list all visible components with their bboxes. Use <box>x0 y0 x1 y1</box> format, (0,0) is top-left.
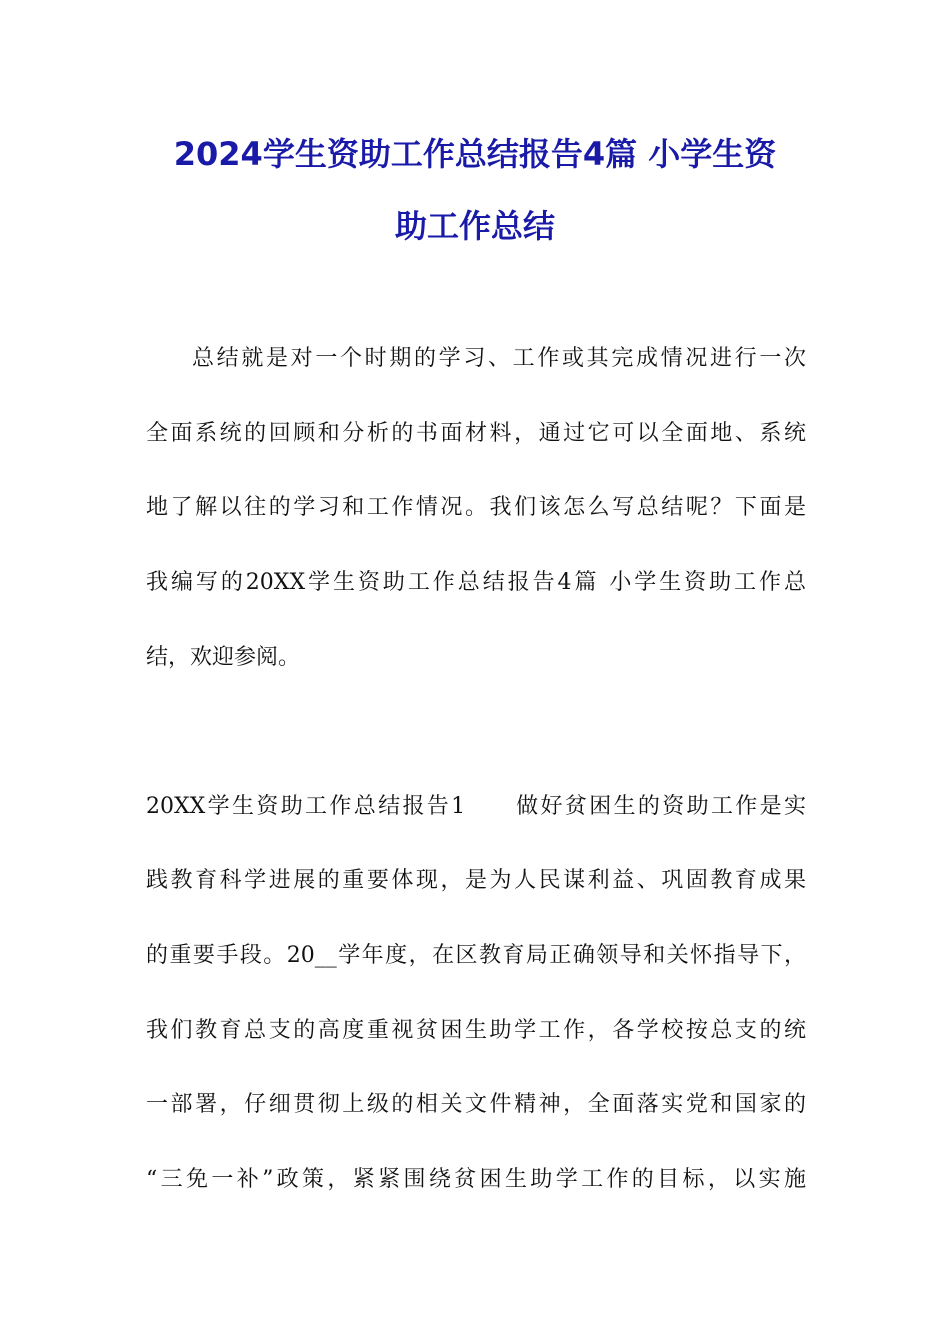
section1-line-3: 的重要手段。20__学年度，在区教育局正确领导和关怀指导下， <box>146 943 806 968</box>
section1-line-6: “三免一补”政策，紧紧围绕贫困生助学工作的目标，以实施 <box>146 1167 806 1192</box>
document-title-line-1: 2024学生资助工作总结报告4篇 小学生资 <box>173 135 777 173</box>
intro-line-4: 我编写的20XX学生资助工作总结报告4篇 小学生资助工作总 <box>146 570 806 595</box>
intro-line-5: 结，欢迎参阅。 <box>146 645 301 670</box>
section1-line-1: 20XX学生资助工作总结报告1 做好贫困生的资助工作是实 <box>146 794 806 819</box>
section1-line-4: 我们教育总支的高度重视贫困生助学工作，各学校按总支的统 <box>146 1018 806 1043</box>
section1-line-5: 一部署，仔细贯彻上级的相关文件精神，全面落实党和国家的 <box>146 1092 806 1117</box>
document-title-line-2: 助工作总结 <box>394 207 555 245</box>
intro-line-2: 全面系统的回顾和分析的书面材料，通过它可以全面地、系统 <box>146 421 806 446</box>
section1-line-2: 践教育科学进展的重要体现，是为人民谋利益、巩固教育成果 <box>146 868 806 893</box>
intro-line-3: 地了解以往的学习和工作情况。我们该怎么写总结呢？下面是 <box>146 495 806 520</box>
intro-line-1: 总结就是对一个时期的学习、工作或其完成情况进行一次 <box>192 346 806 371</box>
